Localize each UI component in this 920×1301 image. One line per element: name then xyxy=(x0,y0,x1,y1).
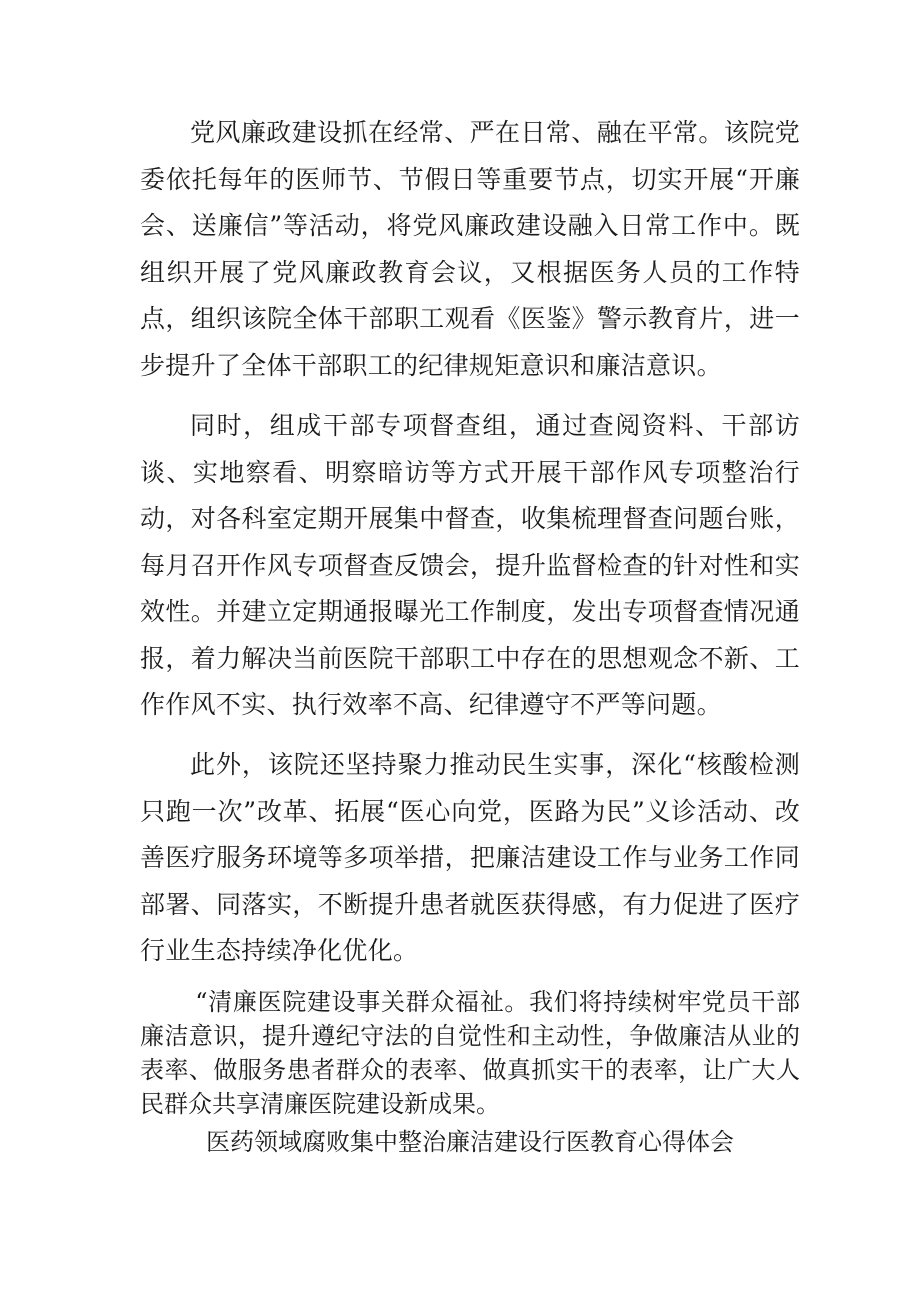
body-paragraph-2: 同时，组成干部专项督查组，通过查阅资料、干部访谈、实地察看、明察暗访等方式开展干部作风专项整治行动，对各科室定期开展集中督查，收集梳理督查问题台账，每月召开作风专项督查反馈会，提升监督检查的针对性和实效性。并建立定期通报曝光工作制度，发出专项督查情况通报，着力解决当前医院干部职工中存在的思想观念不新、工作作风不实、执行效率不高、纪律遵守不严等问题。 xyxy=(140,411,800,719)
body-paragraph-1: 党风廉政建设抓在经常、严在日常、融在平常。该院党委依托每年的医师节、节假日等重要节点，切实开展“开廉会、送廉信”等活动，将党风廉政建设融入日常工作中。既组织开展了党风廉政教育会议，又根据医务人员的工作特点，组织该院全体干部职工观看《医鉴》警示教育片，进一步提升了全体干部职工的纪律规矩意识和廉洁意识。 xyxy=(140,118,800,380)
quote-paragraph: “清廉医院建设事关群众福祉。我们将持续树牢党员干部廉洁意识，提升遵纪守法的自觉性和主动性，争做廉洁从业的表率、做服务患者群众的表率、做真抓实干的表率，让广大人民群众共享清廉医院建设新成果。 xyxy=(140,988,800,1118)
body-paragraph-3: 此外，该院还坚持聚力推动民生实事，深化“核酸检测只跑一次”改革、拓展“医心向党，医路为民”义诊活动、改善医疗服务环境等多项举措，把廉洁建设工作与业务工作同部署、同落实，不断提升患者就医获得感，有力促进了医疗行业生态持续净化优化。 xyxy=(140,750,800,965)
next-article-title: 医药领域腐败集中整治廉洁建设行医教育心得体会 xyxy=(206,1128,734,1156)
